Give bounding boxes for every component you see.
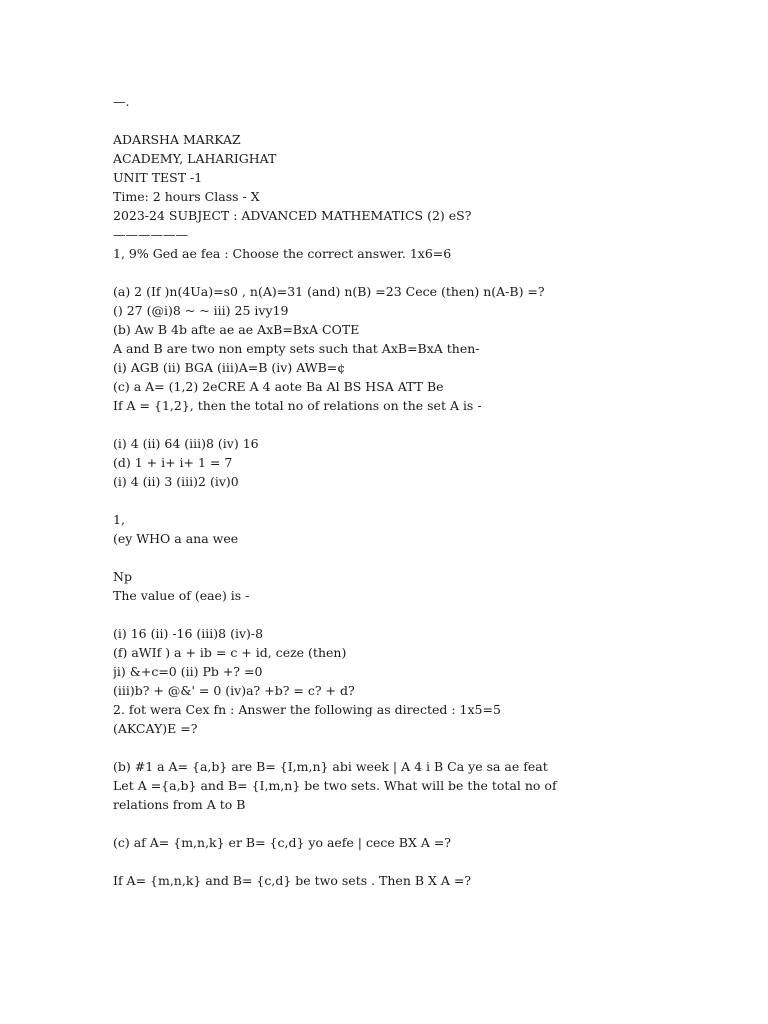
question-line: The value of (eae) is - (113, 588, 250, 603)
time-class-line: Time: 2 hours Class - X (113, 189, 260, 204)
question-line: (d) 1 + i+ i+ 1 = 7 (113, 455, 233, 470)
question-line: (b) Aw B 4b afte ae ae AxB=BxA COTE (113, 322, 360, 337)
question-line: If A = {1,2}, then the total no of relations on the set A is - (113, 398, 482, 413)
section-2-heading: 2. fot wera Cex fn : Answer the following as directed : 1x5=5 (113, 702, 501, 717)
question-line: (i) AGB (ii) BGA (iii)A=B (iv) AWB=¢ (113, 360, 346, 375)
blank-line (113, 111, 733, 130)
question-line: Let A ={a,b} and B= {I,m,n} be two sets. What will be the total no of (113, 778, 557, 793)
question-line: relations from A to B (113, 797, 246, 812)
blank-line (113, 491, 733, 510)
question-line: (a) 2 (If )n(4Ua)=s0 , n(A)=31 (and) n(B) =23 Cece (then) n(A-B) =? (113, 284, 545, 299)
section-1-heading: 1, 9% Ged ae fea : Choose the correct answer. 1x6=6 (113, 246, 452, 261)
question-line: Np (113, 569, 132, 584)
blank-line (113, 852, 733, 871)
question-line: (i) 4 (ii) 3 (iii)2 (iv)0 (113, 474, 239, 489)
school-name-line-2: ACADEMY, LAHARIGHAT (113, 151, 277, 166)
question-line: (b) #1 a A= {a,b} are B= {I,m,n} abi week | A 4 i B Ca ye sa ae feat (113, 759, 548, 774)
question-line: (i) 4 (ii) 64 (iii)8 (iv) 16 (113, 436, 259, 451)
test-title: UNIT TEST -1 (113, 170, 203, 185)
question-line: (iii)b? + @&' = 0 (iv)a? +b? = c? + d? (113, 683, 355, 698)
question-line: (f) aWIf ) a + ib = c + id, ceze (then) (113, 645, 347, 660)
document-text (113, 92, 733, 890)
subject-line: 2023-24 SUBJECT : ADVANCED MATHEMATICS (2) eS? (113, 208, 472, 223)
question-line: () 27 (@i)8 ~ ~ iii) 25 ivy19 (113, 303, 289, 318)
question-line: (i) 16 (ii) -16 (iii)8 (iv)-8 (113, 626, 264, 641)
question-line: (AKCAY)E =? (113, 721, 198, 736)
blank-line (113, 263, 733, 282)
question-line: (c) a A= (1,2) 2eCRE A 4 aote Ba Al BS HSA ATT Be (113, 379, 444, 394)
question-line: 1, (113, 512, 125, 527)
blank-line (113, 738, 733, 757)
blank-line (113, 415, 733, 434)
question-line: ji) &+c=0 (ii) Pb +? =0 (113, 664, 263, 679)
header-dash: —. (113, 94, 130, 109)
question-line: (c) af A= {m,n,k} er B= {c,d} yo aefe | cece BX A =? (113, 835, 451, 850)
blank-line (113, 605, 733, 624)
school-name-line-1: ADARSHA MARKAZ (113, 132, 241, 147)
question-line: If A= {m,n,k} and B= {c,d} be two sets . Then B X A =? (113, 873, 472, 888)
blank-line (113, 814, 733, 833)
separator-line: —————— (113, 227, 188, 242)
blank-line (113, 548, 733, 567)
question-line: A and B are two non empty sets such that AxB=BxA then- (113, 341, 480, 356)
question-line: (ey WHO a ana wee (113, 531, 239, 546)
